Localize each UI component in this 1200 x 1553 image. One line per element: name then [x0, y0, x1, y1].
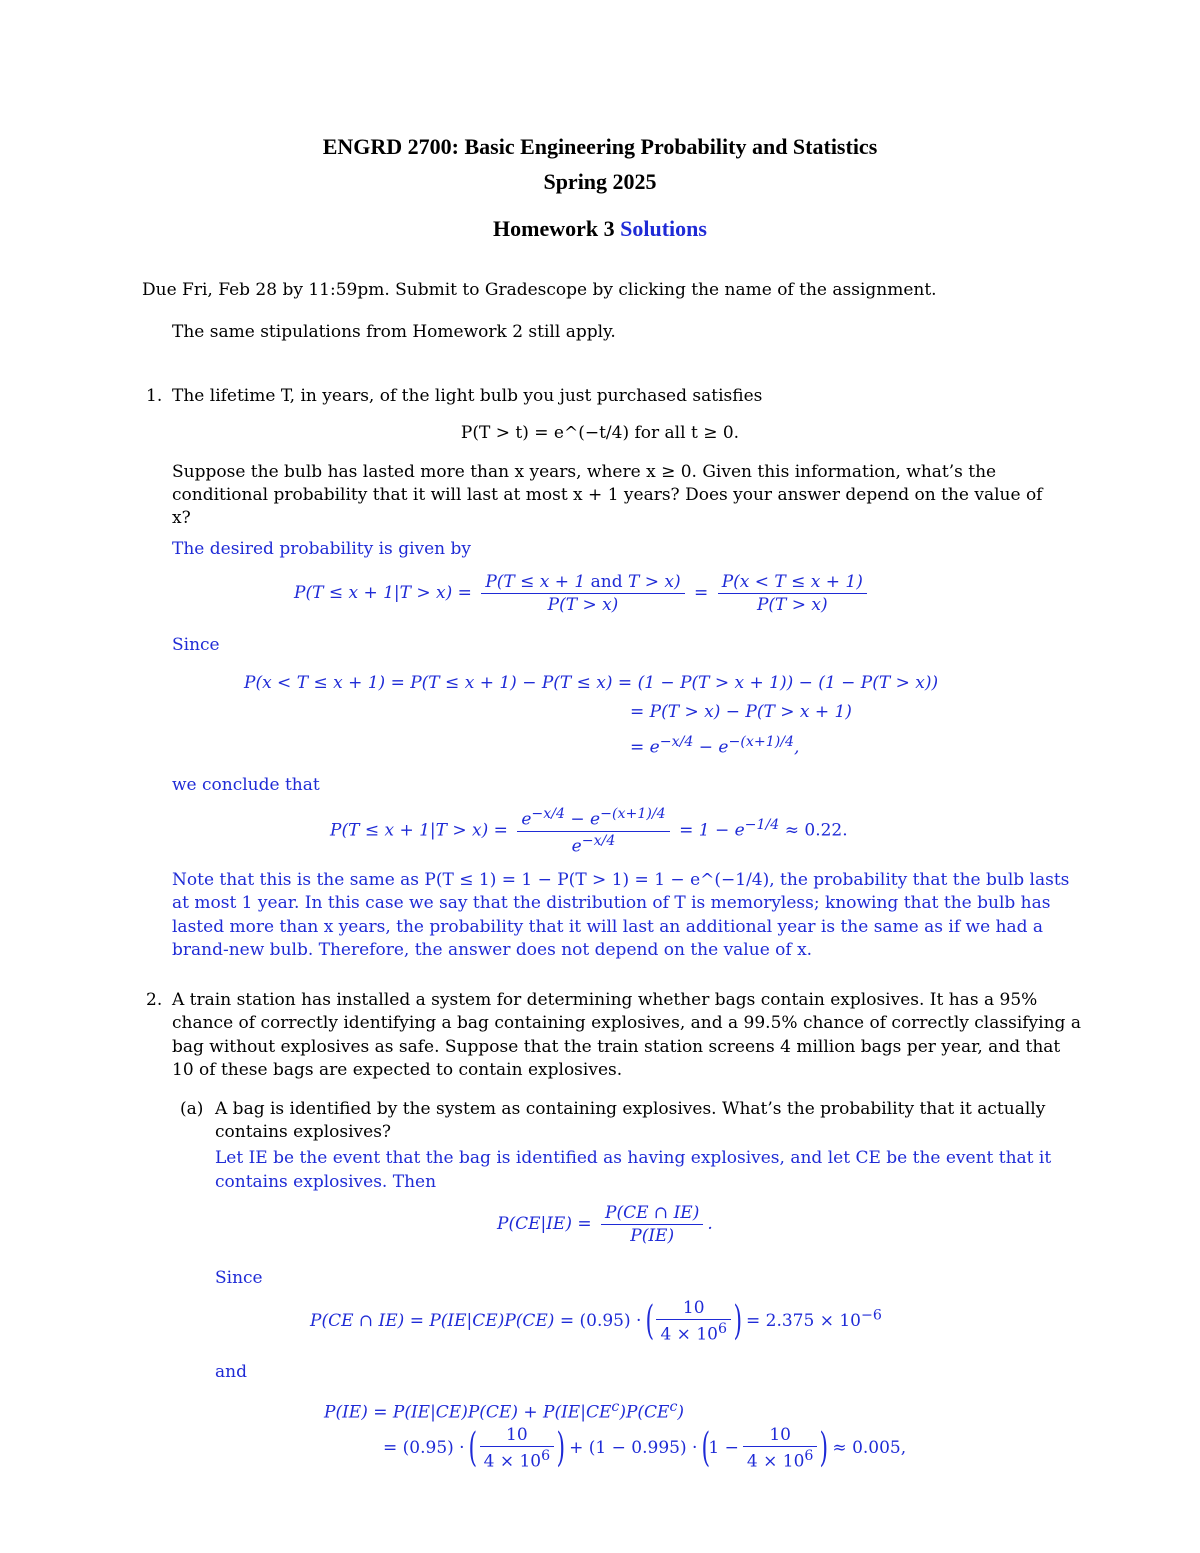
- p2-line-4: 10 of these bags are expected to contain explosives.: [172, 1060, 623, 1080]
- p2a-bayes-eq: P(CE|IE) = $\frac{P(CE \cap IE)}{P(IE)}$ .: [497, 1203, 713, 1246]
- p2a-intersection-eq: P(CE ∩ IE) = P(IE|CE)P(CE) = (0.95) · ( $\frac{10}{4 \times 10^6}$ ) = $2.375 \times 10^{-6}$: [310, 1298, 882, 1345]
- hw-label: Homework 3: [493, 216, 615, 241]
- p2a-total-prob-eq-2: = (0.95) · ( $\frac{10}{4 \times 10^6}$ ) + (1 − 0.995) · (1 − $\frac{10}{4 \times 10^6}$ ) ≈ 0.005,: [383, 1425, 907, 1472]
- stipulations: The same stipulations from Homework 2 still apply.: [172, 322, 616, 342]
- p1-text: The lifetime T, in years, of the light bulb you just purchased satisfies: [172, 386, 763, 406]
- homework-title: [0, 218, 1200, 240]
- p1-cond-prob-eq: P(T ≤ x + 1|T > x) = $\frac{\text{P(T ≤ x + 1 and T > x)}}{P(T > x)}$ = $\frac{P(x < T \le x + 1)}{P(T > x)}$: [294, 572, 871, 615]
- p1-given-eq: P(T > t) = e^(−t/4) for all t ≥ 0.: [460, 423, 740, 443]
- p1-note-4: brand-new bulb. Therefore, the answer does not depend on the value of x.: [172, 940, 813, 960]
- p1-expand-eq-3: = $e^{-x/4} - e^{-(x+1)/4}$,: [630, 734, 800, 758]
- due-line: Due Fri, Feb 28 by 11:59pm. Submit to Gradescope by clicking the name of the assignment.: [142, 280, 937, 300]
- p1-note-2: at most 1 year. In this case we say that the distribution of T is memoryless; knowing that the bulb has: [172, 893, 1051, 913]
- p1-note-1: Note that this is the same as P(T ≤ 1) = 1 − P(T > 1) = 1 − e^(−1/4), the probability that the bulb lasts: [172, 870, 1070, 890]
- p1-note-3: lasted more than x years, the probability that it will last an additional year is the same as if we had a: [172, 917, 1044, 937]
- p2a-sol-1: Let IE be the event that the bag is identified as having explosives, and let CE be the event that it: [215, 1148, 1052, 1168]
- p2-line-2: chance of correctly identifying a bag containing explosives, and a 99.5% chance of correctly classifying a: [172, 1013, 1081, 1033]
- p2a-line-2: contains explosives?: [215, 1122, 392, 1142]
- p1-question-2: conditional probability that it will last at most x + 1 years? Does your answer depend on the value of: [172, 485, 1043, 505]
- p1-conclude: we conclude that: [172, 775, 320, 795]
- p2a-label: (a): [180, 1099, 204, 1119]
- p2a-since: Since: [215, 1268, 263, 1288]
- p2a-total-prob-eq-1: $P(IE) = P(IE|CE)P(CE) + P(IE|CE^c)P(CE^c)$: [324, 1399, 685, 1423]
- p2a-sol-2: contains explosives. Then: [215, 1172, 437, 1192]
- p2-number: 2.: [146, 990, 163, 1010]
- p1-result-eq: P(T ≤ x + 1|T > x) = $\frac{e^{-x/4} - e^{-(x+1)/4}}{e^{-x/4}}$ = $1 - e^{-1/4} \approx 0.22$.: [330, 806, 848, 857]
- p1-expand-eq-1: P(x < T ≤ x + 1) = P(T ≤ x + 1) − P(T ≤ x) = (1 − P(T > x + 1)) − (1 − P(T > x)): [244, 673, 939, 693]
- p1-question-1: Suppose the bulb has lasted more than x years, where x ≥ 0. Given this information, what’s the: [172, 462, 997, 482]
- p2a-line-1: A bag is identified by the system as containing explosives. What’s the probability that it actually: [215, 1099, 1046, 1119]
- p1-sol-intro: The desired probability is given by: [172, 539, 472, 559]
- p2a-and: and: [215, 1362, 247, 1382]
- term: Spring 2025: [543, 169, 657, 194]
- solutions-label: Solutions: [620, 216, 707, 241]
- p2-line-3: bag without explosives as safe. Suppose that the train station screens 4 million bags per year, and that: [172, 1037, 1061, 1057]
- course-title: ENGRD 2700: Basic Engineering Probability and Statistics: [322, 134, 878, 159]
- p1-number: 1.: [146, 386, 163, 406]
- p1-question-3: x?: [172, 508, 191, 528]
- p1-since: Since: [172, 635, 220, 655]
- p2-line-1: A train station has installed a system for determining whether bags contain explosives. It has a 95%: [172, 990, 1038, 1010]
- p1-expand-eq-2: = P(T > x) − P(T > x + 1): [630, 702, 852, 722]
